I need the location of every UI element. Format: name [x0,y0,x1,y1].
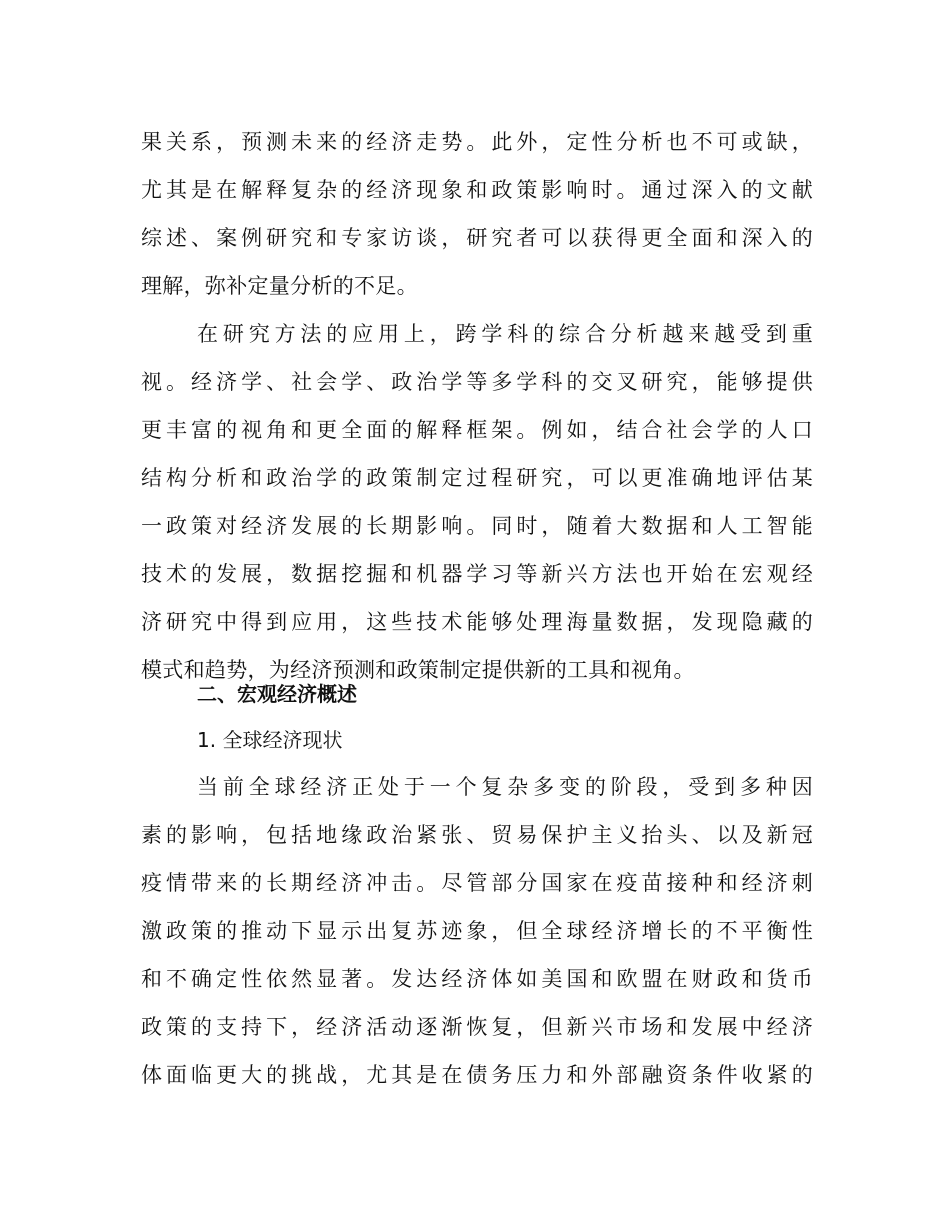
paragraph-line: 一政策对经济发展的长期影响。同时，随着大数据和人工智能 [141,514,813,538]
subsection-heading: 1. 全球经济现状 [197,728,343,752]
paragraph-line: 激政策的推动下显示出复苏迹象，但全球经济增长的不平衡性 [141,919,813,943]
paragraph-line: 政策的支持下，经济活动逐渐恢复，但新兴市场和发展中经济 [141,1015,813,1039]
paragraph-line: 技术的发展，数据挖掘和机器学习等新兴方法也开始在宏观经 [141,562,813,586]
paragraph-line: 模式和趋势，为经济预测和政策制定提供新的工具和视角。 [141,658,695,682]
paragraph-line: 理解，弥补定量分析的不足。 [141,274,418,298]
paragraph-line: 济研究中得到应用，这些技术能够处理海量数据，发现隐藏的 [141,610,813,634]
paragraph-line: 综述、案例研究和专家访谈，研究者可以获得更全面和深入的 [141,226,813,250]
paragraph-line: 结构分析和政治学的政策制定过程研究，可以更准确地评估某 [141,466,813,490]
section-heading: 二、宏观经济概述 [197,682,357,706]
paragraph-line: 疫情带来的长期经济冲击。尽管部分国家在疫苗接种和经济刺 [141,871,813,895]
paragraph-line: 在研究方法的应用上，跨学科的综合分析越来越受到重 [197,322,813,346]
paragraph-line: 尤其是在解释复杂的经济现象和政策影响时。通过深入的文献 [141,178,813,202]
paragraph-qualitative-analysis [141,118,813,310]
paragraph-interdisciplinary-methods [141,310,813,694]
paragraph-line: 体面临更大的挑战，尤其是在债务压力和外部融资条件收紧的 [141,1063,813,1087]
paragraph-global-economy [141,763,813,1099]
paragraph-line: 当前全球经济正处于一个复杂多变的阶段，受到多种因 [197,775,813,799]
paragraph-line: 果关系，预测未来的经济走势。此外，定性分析也不可或缺， [141,130,813,154]
paragraph-line: 更丰富的视角和更全面的解释框架。例如，结合社会学的人口 [141,418,813,442]
paragraph-line: 和不确定性依然显著。发达经济体如美国和欧盟在财政和货币 [141,967,813,991]
paragraph-line: 素的影响，包括地缘政治紧张、贸易保护主义抬头、以及新冠 [141,823,813,847]
paragraph-line: 视。经济学、社会学、政治学等多学科的交叉研究，能够提供 [141,370,813,394]
